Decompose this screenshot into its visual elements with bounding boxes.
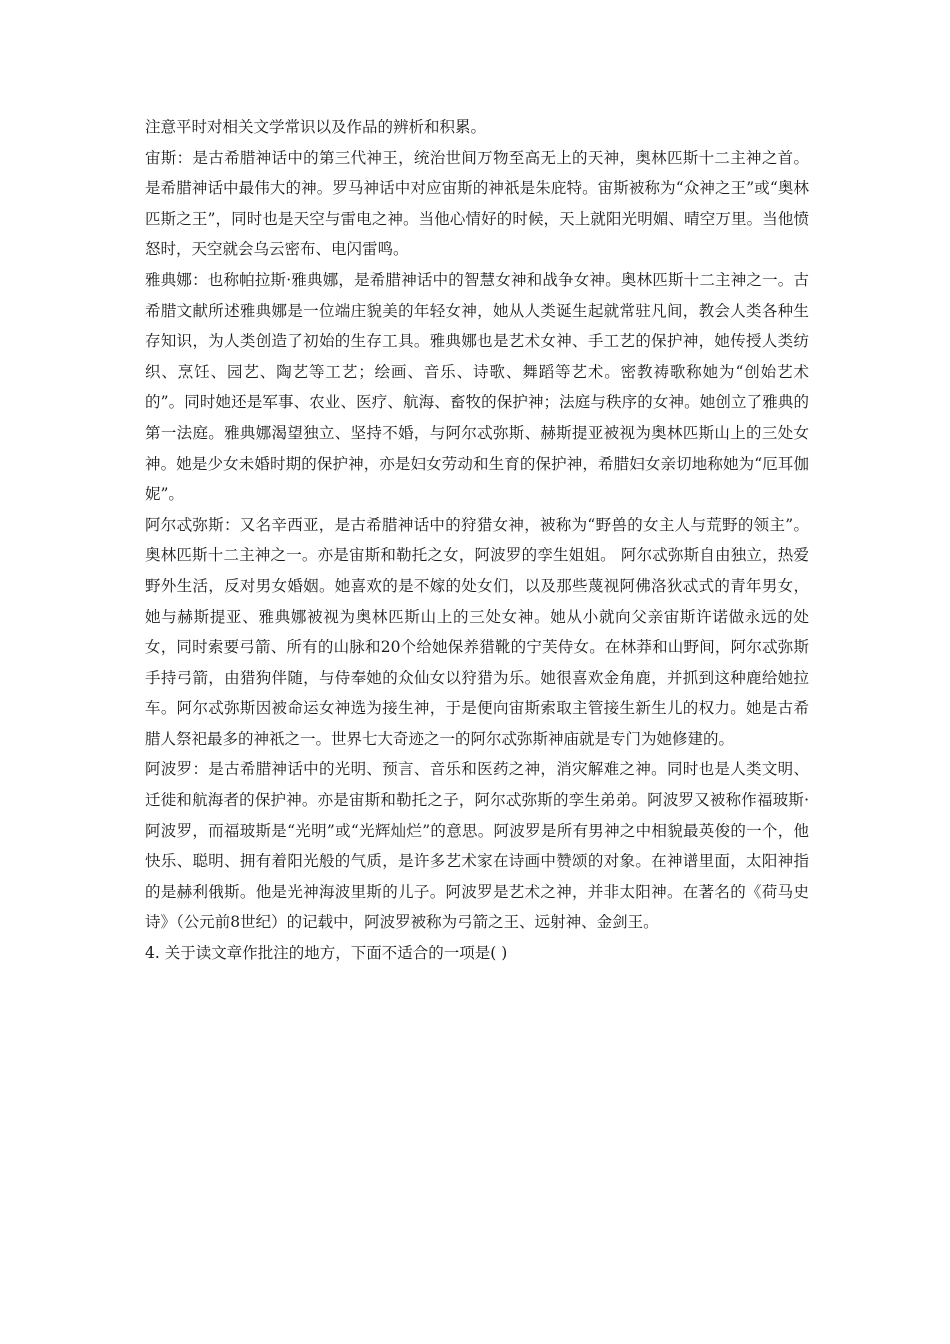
question-4: 4. 关于读文章作批注的地方，下面不适合的一项是( ): [145, 944, 508, 963]
paragraph-artemis: 阿尔忒弥斯：又名辛西亚，是古希腊神话中的狩猎女神，被称为“野兽的女主人与荒野的领主”。奥林匹斯十二主神之一。亦是宙斯和勒托之女，阿波罗的孪生姐姐。 阿尔忒弥斯自由独立，热爱野外生活，反对男女婚姻。她喜欢的是不嫁的处女们，以及那些蔑视阿佛洛狄忒式的青年男女，她与赫斯提亚、雅典娜被视为奥林匹斯山上的三处女神。她从小就向父亲宙斯许诺做永远的处女，同时索要弓箭、所有的山脉和20个给她保养猎靴的宁芙侍女。在林莽和山野间，阿尔忒弥斯手持弓箭，由猎狗伴随，与侍奉她的众仙女以狩猎为乐。她很喜欢金角鹿，并抓到这种鹿给她拉车。阿尔忒弥斯因被命运女神选为接生神，于是便向宙斯索取主管接生新生儿的权力。她是古希腊人祭祀最多的神祇之一。世界七大奇迹之一的阿尔忒弥斯神庙就是专门为她修建的。: [145, 515, 809, 748]
document-body: [145, 112, 809, 969]
paragraph-apollo: 阿波罗：是古希腊神话中的光明、预言、音乐和医药之神，消灾解难之神。同时也是人类文明、迁徙和航海者的保护神。亦是宙斯和勒托之子，阿尔忒弥斯的孪生弟弟。阿波罗又被称作福玻斯·阿波罗，而福玻斯是“光明”或“光辉灿烂”的意思。阿波罗是所有男神之中相貌最英俊的一个，他快乐、聪明、拥有着阳光般的气质，是许多艺术家在诗画中赞颂的对象。在神谱里面，太阳神指的是赫利俄斯。他是光神海波里斯的儿子。阿波罗是艺术之神，并非太阳神。在著名的《荷马史诗》（公元前8世纪）的记载中，阿波罗被称为弓箭之王、远射神、金剑王。: [145, 760, 809, 932]
paragraph-zeus: 宙斯：是古希腊神话中的第三代神王，统治世间万物至高无上的天神，奥林匹斯十二主神之首。是希腊神话中最伟大的神。罗马神话中对应宙斯的神祇是朱庇特。宙斯被称为“众神之王”或“奥林匹斯之王”，同时也是天空与雷电之神。当他心情好的时候，天上就阳光明媚、晴空万里。当他愤怒时，天空就会乌云密布、电闪雷鸣。: [145, 148, 809, 259]
paragraph-intro-note: 注意平时对相关文学常识以及作品的辨析和积累。: [145, 118, 487, 136]
paragraph-athena: 雅典娜：也称帕拉斯·雅典娜，是希腊神话中的智慧女神和战争女神。奥林匹斯十二主神之一。古希腊文献所述雅典娜是一位端庄貌美的年轻女神，她从人类诞生起就常驻凡间，教会人类各种生存知识，为人类创造了初始的生存工具。雅典娜也是艺术女神、手工艺的保护神，她传授人类纺织、烹饪、园艺、陶艺等工艺；绘画、音乐、诗歌、舞蹈等艺术。密教祷歌称她为“创始艺术的”。同时她还是军事、农业、医疗、航海、畜牧的保护神；法庭与秩序的女神。她创立了雅典的第一法庭。雅典娜渴望独立、坚持不婚，与阿尔忒弥斯、赫斯提亚被视为奥林匹斯山上的三处女神。她是少女未婚时期的保护神，亦是妇女劳动和生育的保护神，希腊妇女亲切地称她为“厄耳伽妮”。: [145, 270, 809, 504]
